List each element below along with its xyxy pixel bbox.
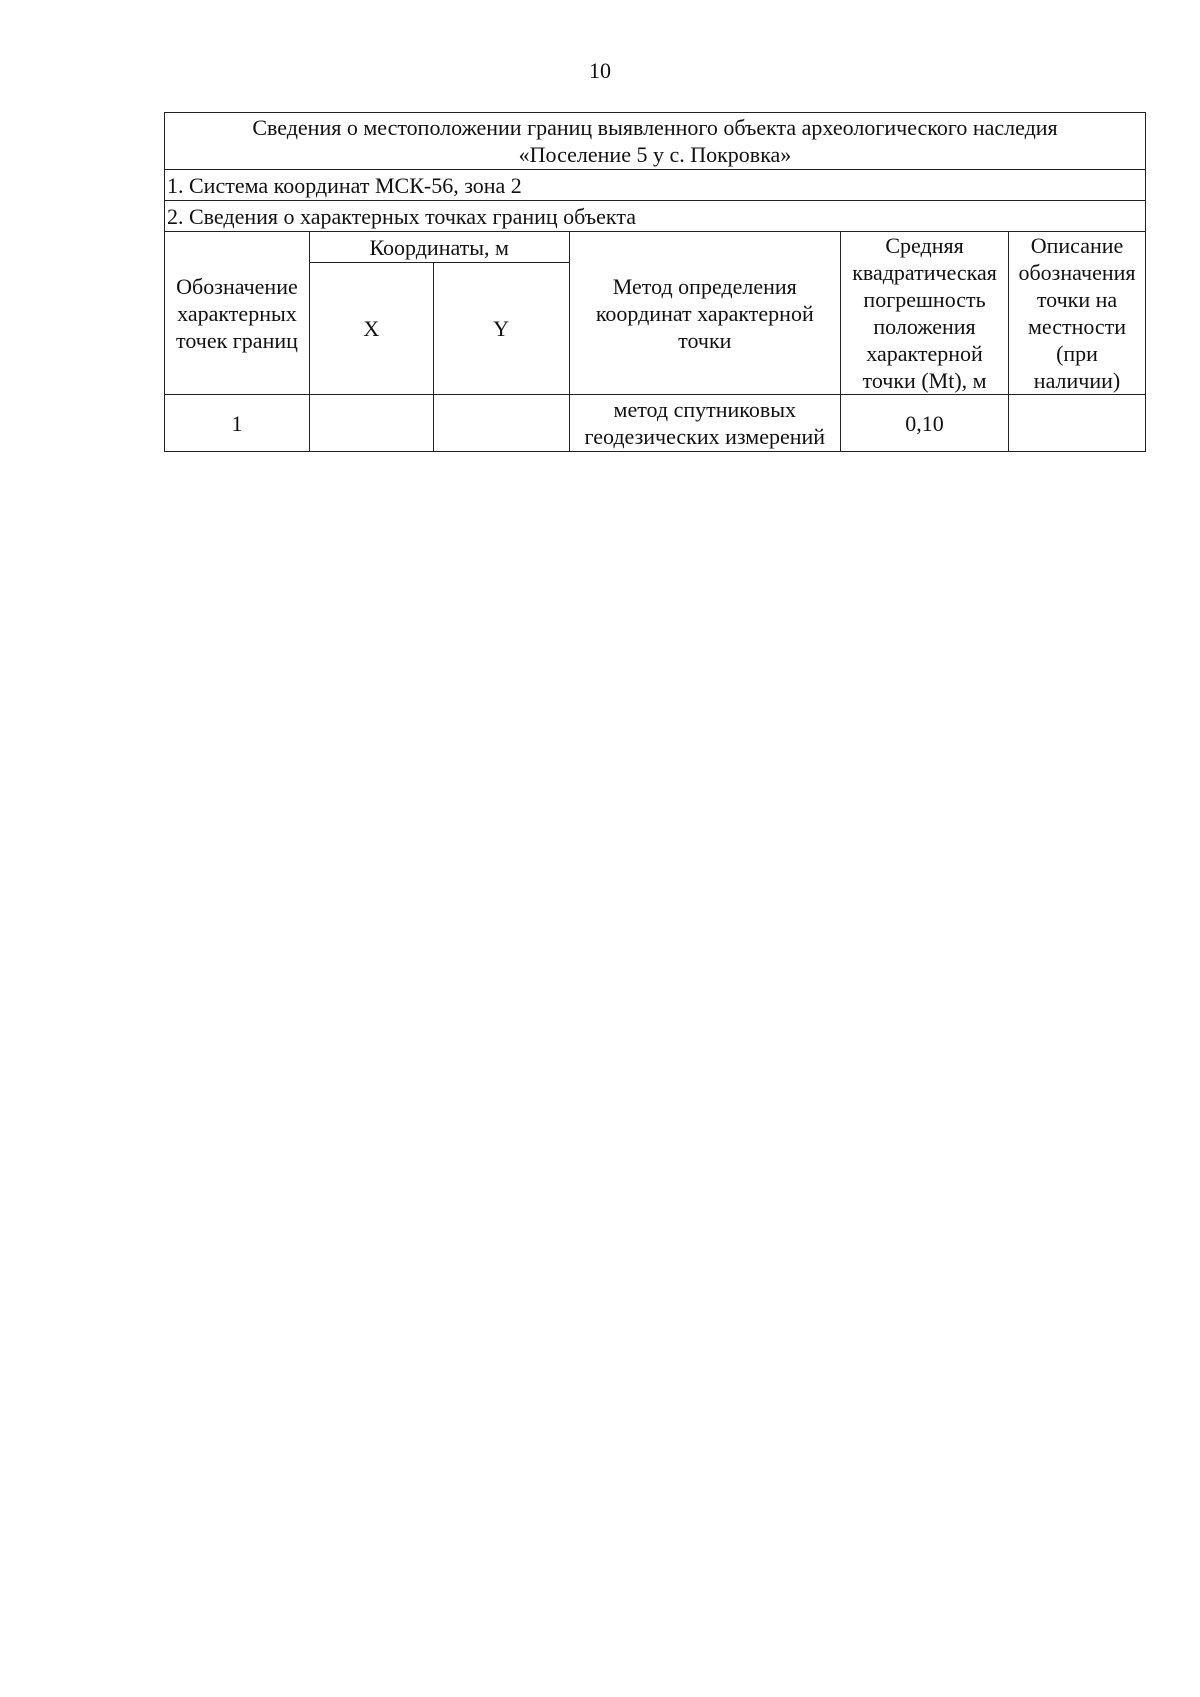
- cell-method: [569, 395, 841, 452]
- header-accuracy: [841, 232, 1009, 395]
- header-description-line: наличии): [1033, 368, 1121, 393]
- header-accuracy-line: Средняя: [885, 233, 964, 258]
- header-designation-line: точек границ: [176, 327, 298, 353]
- header-description-line: (при: [1056, 341, 1098, 366]
- header-description-line: обозначения: [1018, 260, 1136, 285]
- title-row: [165, 113, 1146, 170]
- header-description-line: точки на: [1036, 287, 1118, 312]
- table-title: [165, 113, 1146, 170]
- cell-method-line: геодезических измерений: [584, 424, 826, 449]
- header-accuracy-line: погрешность: [863, 287, 986, 312]
- table-title-line-2: «Поселение 5 у с. Покровка»: [518, 142, 792, 167]
- table-title-line-1: Сведения о местоположении границ выявленного объекта археологического наследия: [252, 115, 1058, 140]
- header-description: [1009, 232, 1146, 395]
- page-number: 10: [589, 58, 611, 83]
- header-y: Y: [433, 263, 569, 395]
- coordinate-system-text: 1. Система координат МСК-56, зона 2: [165, 170, 1146, 201]
- header-accuracy-line: точки (Mt), м: [862, 368, 987, 393]
- header-method-line: точки: [678, 327, 732, 353]
- header-method: [569, 232, 841, 395]
- header-accuracy-line: положения: [873, 314, 976, 339]
- header-row-1: [165, 232, 1146, 263]
- table-row: [165, 395, 1146, 452]
- header-description-line: местности: [1027, 314, 1127, 339]
- header-designation-line: характерных: [177, 300, 297, 326]
- cell-method-line: метод спутниковых: [613, 397, 797, 422]
- header-x: X: [309, 263, 433, 395]
- header-accuracy-line: характерной: [866, 341, 983, 366]
- header-designation: [165, 232, 310, 395]
- cell-y: [433, 395, 569, 452]
- header-coordinates: Координаты, м: [309, 232, 569, 263]
- header-accuracy-line: квадратическая: [852, 260, 997, 285]
- header-description-line: Описание: [1030, 233, 1124, 258]
- coordinate-system-row: [165, 170, 1146, 201]
- header-method-line: Метод определения: [612, 273, 797, 299]
- points-info-row: [165, 201, 1146, 232]
- header-method-line: координат характерной: [595, 300, 814, 326]
- boundary-table: [164, 112, 1146, 452]
- cell-description: [1009, 395, 1146, 452]
- points-info-text: 2. Сведения о характерных точках границ объекта: [165, 201, 1146, 232]
- cell-designation: 1: [165, 395, 310, 452]
- header-designation-line: Обозначение: [176, 273, 298, 299]
- cell-x: [309, 395, 433, 452]
- cell-accuracy: 0,10: [841, 395, 1009, 452]
